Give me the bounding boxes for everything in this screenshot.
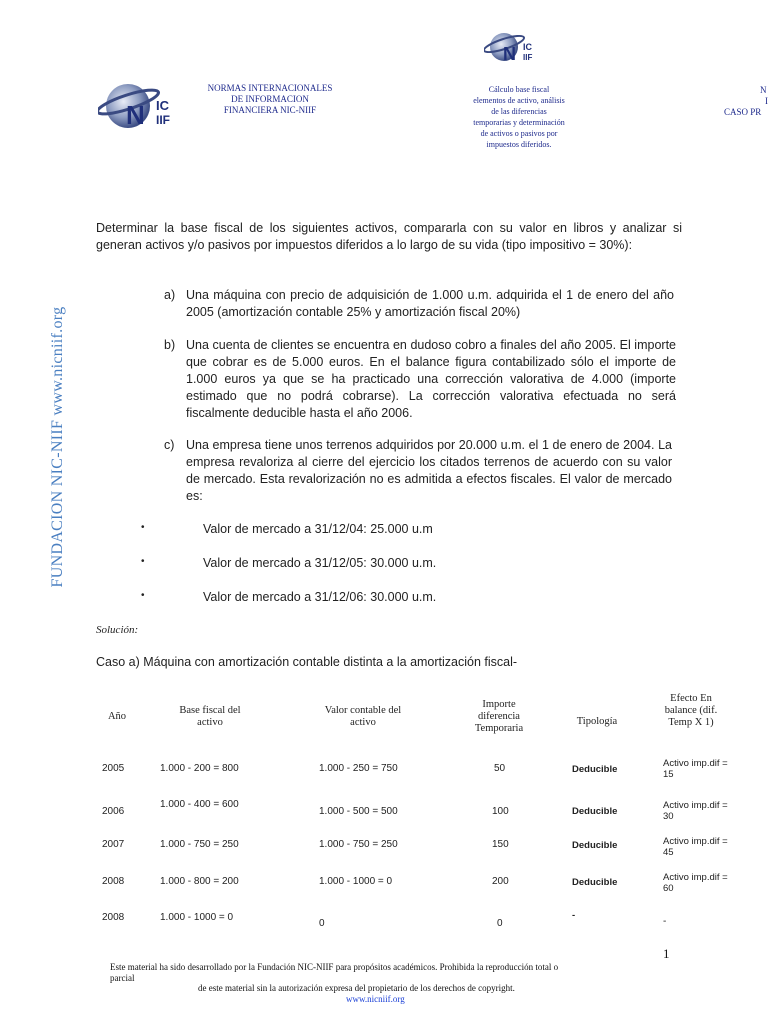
- table-cell: -: [663, 916, 667, 927]
- svg-text:N: N: [503, 44, 516, 64]
- table-cell: Deducible: [572, 806, 618, 817]
- list-item-text: Una cuenta de clientes se encuentra en dudoso cobro a finales del año 2005. El importe que cobrar es de 5.000 euros. En el balance figura contabilizado sólo el importe de 1.000 euros ya que se ha practicado una corrección valorativa de 4.000 (importe estimado que no podrá cobrarse). La corrección valorativa efectuada no será fiscalmente deducible hasta el año 2006.: [186, 338, 676, 420]
- nic-niif-logo-left: [98, 78, 182, 136]
- header-left-line: FINANCIERA NIC-NIIF: [223, 105, 317, 115]
- bullet-text: Valor de mercado a 31/12/06: 30.000 u.m.: [203, 590, 437, 604]
- table-header: Importe diferencia Temporaria: [474, 699, 524, 734]
- svg-text:N: N: [126, 100, 145, 130]
- table-cell: 1.000 - 500 = 500: [319, 806, 398, 817]
- svg-text:IIF: IIF: [523, 53, 533, 62]
- table-cell: 1.000 - 1000 = 0: [160, 912, 234, 923]
- list-item-b: [164, 337, 676, 422]
- svg-text:IC: IC: [523, 42, 532, 52]
- svg-text:IC: IC: [156, 98, 169, 113]
- svg-text:IIF: IIF: [156, 113, 170, 127]
- table-cell: 100: [492, 806, 509, 817]
- header-center-line: impuestos diferidos.: [486, 140, 552, 149]
- table-cell: 2008: [102, 912, 125, 923]
- table-cell: Activo imp.dif = 45: [663, 836, 728, 858]
- list-item-label: b): [164, 338, 176, 352]
- globe-logo-icon: [98, 78, 182, 136]
- header-center-line: elementos de activo, análisis: [473, 96, 565, 105]
- footer-line-1: Este material ha sido desarrollado por la Fundación NIC-NIIF para propósitos académicos. Prohibida la reproducción total o: [110, 962, 559, 972]
- table-cell: 1.000 - 750 = 250: [319, 839, 398, 850]
- table-cell: 50: [494, 763, 506, 774]
- header-center-line: de las diferencias: [491, 107, 547, 116]
- list-item-c: [164, 437, 672, 505]
- table-cell: 1.000 - 200 = 800: [160, 763, 239, 774]
- list-item-text: Una empresa tiene unos terrenos adquiridos por 20.000 u.m. el 1 de enero de 2004. La empresa revaloriza al cierre del ejercicio los citados terrenos de acuerdo con su valor de mercado. Esta revalorización no es admitida a efectos fiscales. El valor de mercado es:: [186, 438, 672, 503]
- table-cell: 1.000 - 250 = 750: [319, 763, 398, 774]
- table-header: Valor contable del activo: [324, 705, 402, 728]
- table-cell: 200: [492, 876, 509, 887]
- header-left-title: [190, 83, 350, 116]
- header-center-line: temporarias y determinación: [473, 118, 565, 127]
- table-cell: 2007: [102, 839, 125, 850]
- header-center-line: Cálculo base fiscal: [488, 85, 550, 94]
- table-cell: 150: [492, 839, 509, 850]
- table-cell: 1.000 - 1000 = 0: [319, 876, 393, 887]
- list-item-label: a): [164, 288, 176, 302]
- table-cell: 1.000 - 800 = 200: [160, 876, 239, 887]
- globe-logo-icon: [484, 28, 540, 68]
- header-right-line: N: [760, 85, 767, 95]
- footer-line-3: de este material sin la autorización expresa del propietario de los derechos de copyright.: [198, 983, 515, 993]
- bullet-text: Valor de mercado a 31/12/05: 30.000 u.m.: [203, 556, 437, 570]
- table-cell: 0: [319, 918, 325, 929]
- footer-line-2: parcial: [110, 973, 135, 983]
- table-cell: 2008: [102, 876, 125, 887]
- list-item-text: Una máquina con precio de adquisición de 1.000 u.m. adquirida el 1 de enero del año 2005 (amortización contable 25% y amortización fiscal 20%): [186, 288, 674, 319]
- nic-niif-logo-center: [484, 28, 540, 68]
- case-a-heading: Caso a) Máquina con amortización contable distinta a la amortización fiscal-: [96, 655, 518, 669]
- header-right-line: CASO PR: [724, 107, 762, 117]
- solution-heading: Solución:: [96, 624, 139, 636]
- bullet-icon: •: [141, 590, 145, 601]
- footer-website-link[interactable]: www.nicniif.org: [346, 994, 405, 1004]
- header-right-title: [718, 85, 768, 118]
- table-header: Base fiscal del activo: [179, 705, 241, 728]
- header-left-line: DE INFORMACION: [231, 94, 309, 104]
- bullet-icon: •: [141, 556, 145, 567]
- intro-paragraph: Determinar la base fiscal de los siguientes activos, compararla con su valor en libros y analizar si generan activos y/o pasivos por impuestos diferidos a lo largo de su vida (tipo impositivo = 30%):: [96, 221, 682, 252]
- table-cell: 2006: [102, 806, 125, 817]
- header-left-line: NORMAS INTERNACIONALES: [207, 83, 333, 93]
- header-center-line: de activos o pasivos por: [480, 129, 558, 138]
- table-cell: -: [572, 910, 576, 921]
- table-cell: 2005: [102, 763, 125, 774]
- table-cell: Deducible: [572, 877, 618, 888]
- bullet-text: Valor de mercado a 31/12/04: 25.000 u.m: [203, 522, 433, 536]
- table-cell: Deducible: [572, 840, 618, 851]
- list-item-a: [164, 287, 674, 321]
- header-right-line: I: [765, 96, 768, 106]
- header-center-title: [452, 84, 586, 150]
- page-number: 1: [663, 946, 670, 961]
- table-cell: Activo imp.dif = 30: [663, 800, 728, 822]
- bullet-icon: •: [141, 522, 145, 533]
- table-header: Tipología: [576, 716, 618, 727]
- table-cell: 1.000 - 400 = 600: [160, 799, 239, 810]
- table-header: Efecto En balance (dif. Temp X 1): [664, 693, 718, 728]
- sidebar-vertical-text: FUNDACION NIC-NIIF www.nicniif.org: [49, 306, 66, 588]
- table-cell: Activo imp.dif = 60: [663, 872, 728, 894]
- table-cell: Activo imp.dif = 15: [663, 758, 728, 780]
- table-header: Año: [107, 711, 127, 722]
- list-item-label: c): [164, 438, 175, 452]
- table-cell: 1.000 - 750 = 250: [160, 839, 239, 850]
- table-cell: 0: [497, 918, 503, 929]
- table-cell: Deducible: [572, 764, 618, 775]
